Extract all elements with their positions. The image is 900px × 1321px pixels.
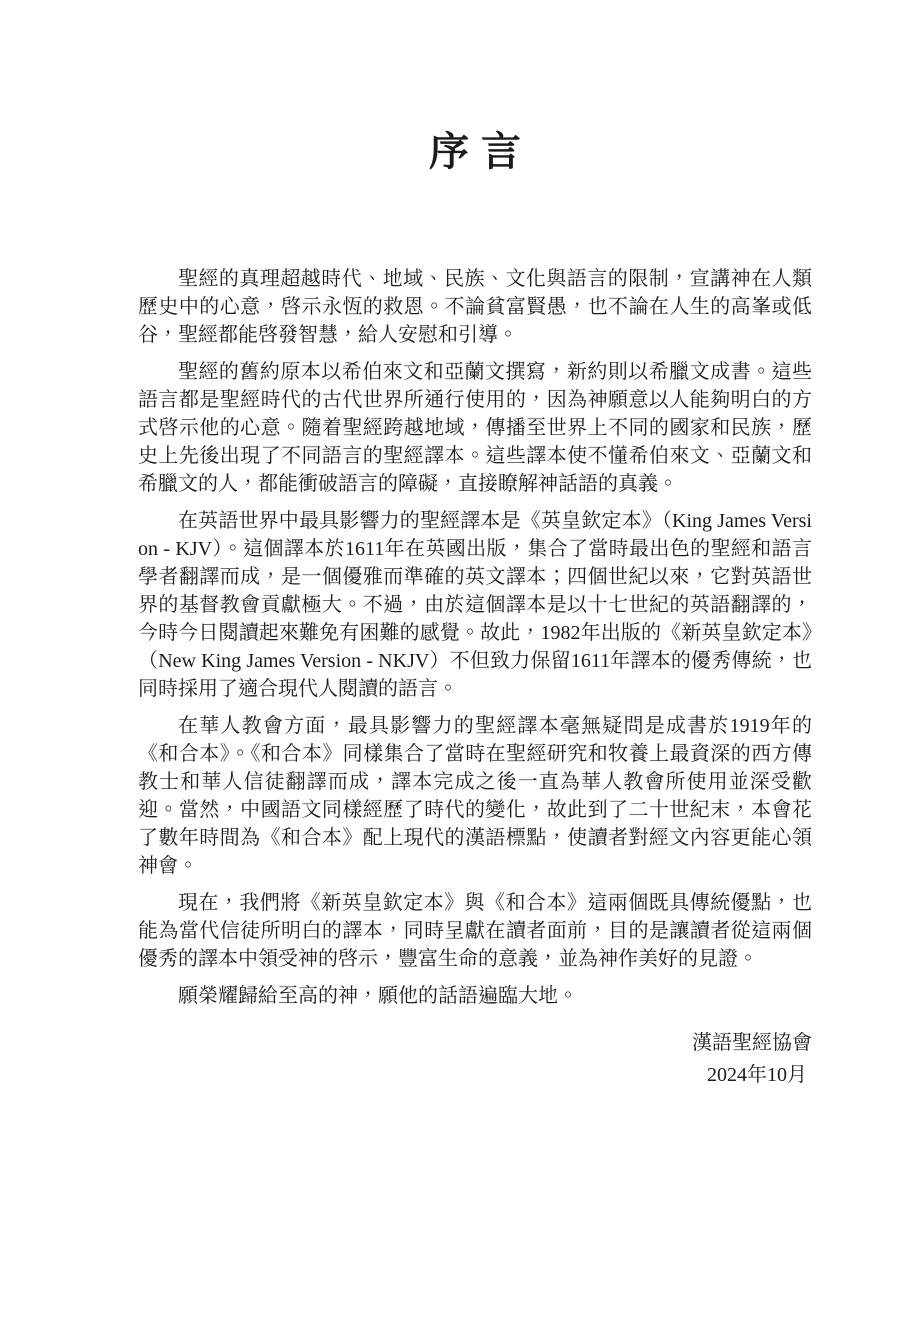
signature-block — [138, 1027, 812, 1091]
paragraph: 聖經的真理超越時代、地域、民族、文化與語言的限制，宣講神在人類歷史中的心意，啓示永恆的救恩。不論貧富賢愚，也不論在人生的高峯或低谷，聖經都能啓發智慧，給人安慰和引導。 — [138, 268, 812, 346]
paragraph-closing: 願榮耀歸給至高的神，願他的話語遍臨大地。 — [178, 985, 578, 1007]
signature-organization: 漢語聖經協會 — [692, 1032, 812, 1054]
paragraph: 在華人教會方面，最具影響力的聖經譯本毫無疑問是成書於1919年的《和合本》。《和合本》同樣集合了當時在聖經研究和牧養上最資深的西方傳教士和華人信徒翻譯而成，譯本完成之後一直為華人教會所使用並深受歡迎。當然，中國語文同樣經歷了時代的變化，故此到了二十世紀末，本會花了數年時間為《和合本》配上現代的漢語標點，使讀者對經文內容更能心領神會。 — [138, 715, 812, 877]
paragraph: 現在，我們將《新英皇欽定本》與《和合本》這兩個既具傳統優點，也能為當代信徒所明白的譯本，同時呈獻在讀者面前，目的是讓讀者從這兩個優秀的譯本中領受神的啓示，豐富生命的意義，並為神作美好的見證。 — [138, 892, 812, 970]
preface-body — [138, 265, 812, 1010]
paragraph: 聖經的舊約原本以希伯來文和亞蘭文撰寫，新約則以希臘文成書。這些語言都是聖經時代的古代世界所通行使用的，因為神願意以人能夠明白的方式啓示他的心意。隨着聖經跨越地域，傳播至世界上不同的國家和民族，歷史上先後出現了不同語言的聖經譯本。這些譯本使不懂希伯來文、亞蘭文和希臘文的人，都能衝破語言的障礙，直接瞭解神話語的真義。 — [138, 361, 812, 495]
paragraph: 在英語世界中最具影響力的聖經譯本是《英皇欽定本》（King James Version - KJV）。這個譯本於1611年在英國出版，集合了當時最出色的聖經和語言學者翻譯而成，是一個優雅而準確的英文譯本；四個世紀以來，它對英語世界的基督教會貢獻極大。不過，由於這個譯本是以十七世紀的英語翻譯的，今時今日閱讀起來難免有困難的感覺。故此，1982年出版的《新英皇欽定本》（New King James Version - NKJV）不但致力保留1611年譯本的優秀傳統，也同時採用了適合現代人閱讀的語言。 — [138, 510, 812, 700]
page-title: 序言 — [429, 129, 533, 174]
signature-date: 2024年10月 — [707, 1064, 807, 1086]
